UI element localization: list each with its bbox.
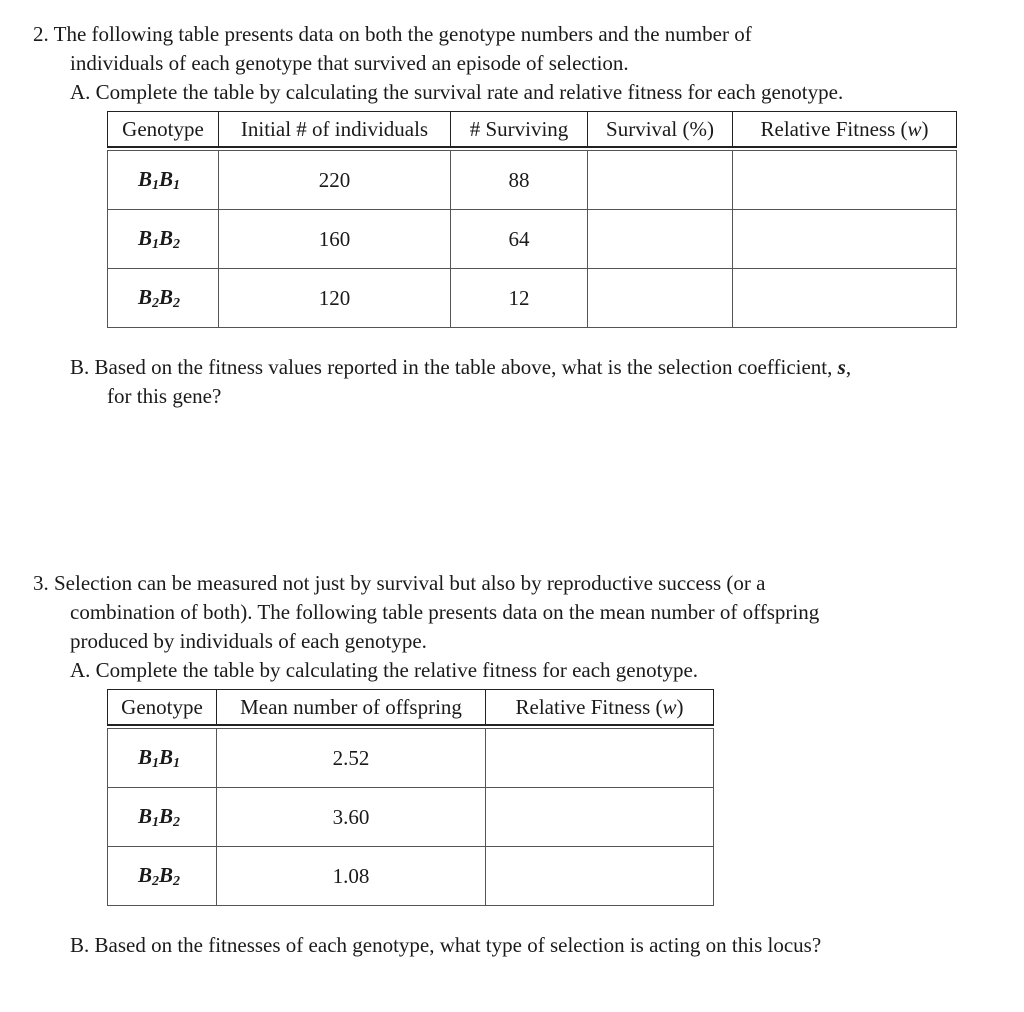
q2-header-survival: Survival (%) [588, 112, 733, 148]
table-row [108, 788, 714, 847]
surviving-cell: 88 [451, 151, 588, 210]
q3-header-fitness: Relative Fitness (w) [486, 690, 714, 726]
q2-part-b-line-2: for this gene? [107, 384, 222, 408]
genotype-cell: B1B1 [108, 729, 217, 788]
offspring-cell: 2.52 [217, 729, 486, 788]
fitness-answer-cell[interactable] [733, 151, 957, 210]
genotype-cell: B1B2 [108, 788, 217, 847]
q3-header-genotype: Genotype [108, 690, 217, 726]
genotype-cell: B1B2 [108, 210, 219, 269]
genotype-cell: B1B1 [108, 151, 219, 210]
q2-part-a: A. Complete the table by calculating the survival rate and relative fitness for each genotype. [70, 80, 844, 104]
surviving-cell: 12 [451, 269, 588, 328]
q3-table-header-row [108, 690, 714, 726]
q2-text-line-2: individuals of each genotype that survived an episode of selection. [70, 51, 629, 75]
table-row [108, 847, 714, 906]
q3-text-line-3: produced by individuals of each genotype. [70, 629, 427, 653]
q3-part-b: B. Based on the fitnesses of each genotype, what type of selection is acting on this locus? [70, 933, 822, 957]
q3-text-line-2: combination of both). The following table presents data on the mean number of offspring [70, 600, 820, 624]
survival-answer-cell[interactable] [588, 269, 733, 328]
fitness-answer-cell[interactable] [486, 847, 714, 906]
table-row [108, 729, 714, 788]
initial-cell: 120 [219, 269, 451, 328]
initial-cell: 160 [219, 210, 451, 269]
q2-part-b-line-1: B. Based on the fitness values reported in the table above, what is the selection coefficient, s, [70, 355, 852, 379]
q2-header-surviving: # Surviving [451, 112, 588, 148]
fitness-answer-cell[interactable] [733, 210, 957, 269]
q3-part-a: A. Complete the table by calculating the relative fitness for each genotype. [70, 658, 699, 682]
initial-cell: 220 [219, 151, 451, 210]
table-row [108, 151, 957, 210]
q2-answer-area[interactable] [70, 415, 970, 555]
table-row [108, 210, 957, 269]
genotype-cell: B2B2 [108, 269, 219, 328]
q3-header-offspring: Mean number of offspring [217, 690, 486, 726]
offspring-cell: 1.08 [217, 847, 486, 906]
q2-table-header-row [108, 112, 957, 148]
genotype-cell: B2B2 [108, 847, 217, 906]
fitness-answer-cell[interactable] [733, 269, 957, 328]
q3-table [107, 689, 714, 906]
offspring-cell: 3.60 [217, 788, 486, 847]
survival-answer-cell[interactable] [588, 210, 733, 269]
q2-header-initial: Initial # of individuals [219, 112, 451, 148]
survival-answer-cell[interactable] [588, 151, 733, 210]
table-row [108, 269, 957, 328]
q2-header-fitness: Relative Fitness (w) [733, 112, 957, 148]
q3-text-line-1: 3. Selection can be measured not just by survival but also by reproductive success (or a [33, 571, 766, 595]
q2-header-genotype: Genotype [108, 112, 219, 148]
fitness-answer-cell[interactable] [486, 729, 714, 788]
q2-text-line-1: 2. The following table presents data on both the genotype numbers and the number of [33, 22, 752, 46]
surviving-cell: 64 [451, 210, 588, 269]
q2-table [107, 111, 957, 328]
fitness-answer-cell[interactable] [486, 788, 714, 847]
